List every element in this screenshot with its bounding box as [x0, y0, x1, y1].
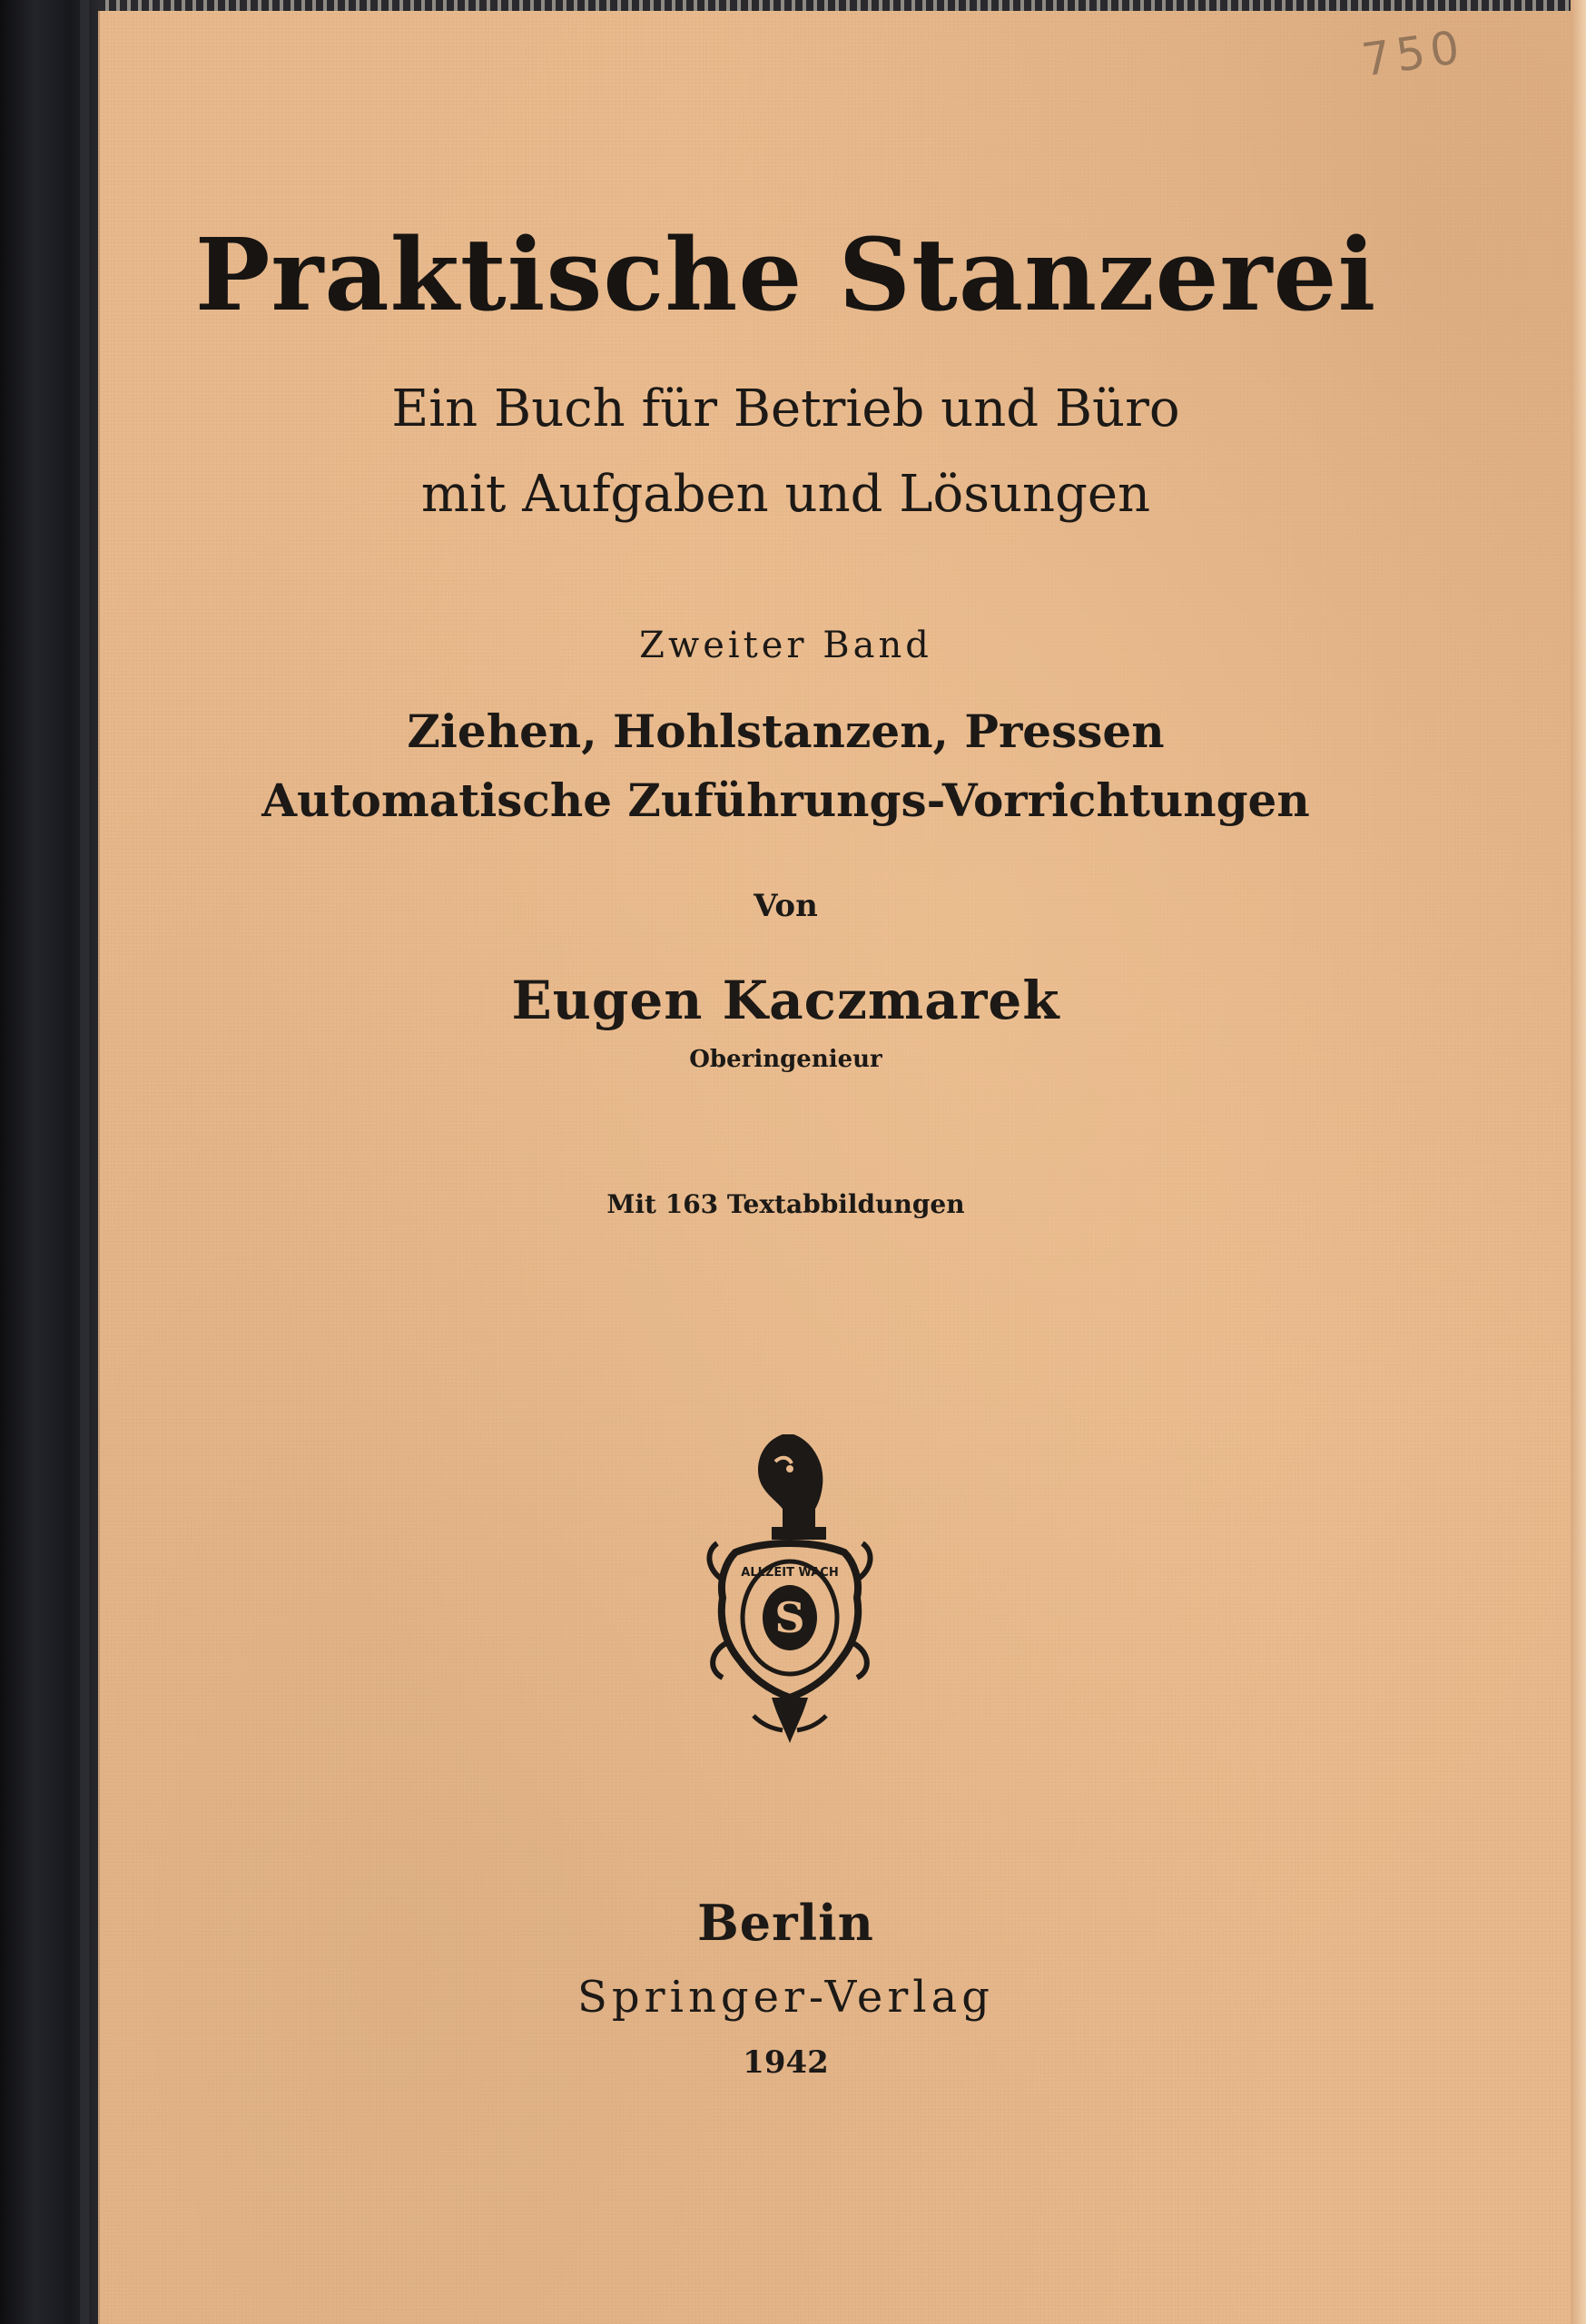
- topic-line-2: Automatische Zuführungs-Vorrichtungen: [261, 773, 1310, 827]
- subtitle-line-1: Ein Buch für Betrieb und Büro: [391, 379, 1180, 438]
- topic-line-1: Ziehen, Hohlstanzen, Pressen: [407, 704, 1165, 758]
- handwritten-note: 750: [1358, 20, 1468, 87]
- author-name: Eugen Kaczmarek: [511, 970, 1060, 1031]
- emblem-motto: ALLZEIT WACH: [741, 1566, 839, 1580]
- publisher-city: Berlin: [697, 1894, 874, 1952]
- volume-label: Zweiter Band: [639, 625, 932, 666]
- springer-knight-emblem-icon: [699, 1425, 881, 1752]
- author-role: Oberingenieur: [689, 1046, 882, 1073]
- illustrations-note: Mit 163 Textabbildungen: [606, 1189, 965, 1219]
- page-edge: [1571, 0, 1586, 2324]
- svg-text:S: S: [774, 1593, 805, 1642]
- spine-edge: [80, 0, 89, 2324]
- publication-year: 1942: [743, 2044, 829, 2081]
- by-label: Von: [754, 888, 818, 924]
- subtitle-line-2: mit Aufgaben und Lösungen: [420, 465, 1151, 524]
- publisher-name: Springer-Verlag: [577, 1972, 994, 2023]
- book-title: Praktische Stanzerei: [194, 216, 1377, 333]
